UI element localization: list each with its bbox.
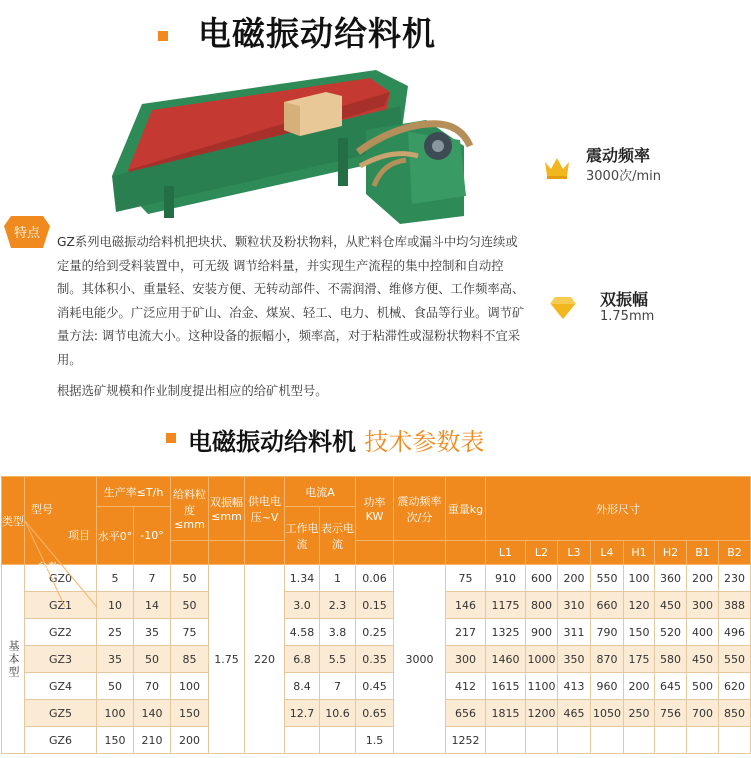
dimension-cell: 400 — [687, 619, 719, 646]
capacity-minus10-cell: 50 — [134, 646, 171, 673]
spec-title-accent-square — [166, 433, 176, 443]
grain-size-cell: 75 — [171, 619, 209, 646]
capacity-horizontal-cell: 5 — [97, 565, 134, 592]
dimension-cell: 1615 — [486, 673, 526, 700]
capacity-horizontal-cell: 35 — [97, 646, 134, 673]
model-cell: GZ5 — [25, 700, 97, 727]
header-indicated-current: 表示电流 — [320, 507, 356, 565]
header-dim-h1: H1 — [624, 541, 655, 565]
dimension-cell: 100 — [624, 565, 655, 592]
header-model: 型号 — [31, 502, 53, 516]
feature-title-frequency: 震动频率 — [586, 146, 651, 165]
weight-cell: 656 — [446, 700, 486, 727]
work-current-cell: 3.0 — [285, 592, 320, 619]
dimension-cell: 756 — [655, 700, 687, 727]
header-grain-size: 给料粒度≤mm — [171, 477, 209, 541]
capacity-minus10-cell: 210 — [134, 727, 171, 754]
header-power: 功率KW — [356, 477, 394, 541]
dimension-cell: 1200 — [526, 700, 558, 727]
product-description: GZ系列电磁振动给料机把块状、颗粒状及粉状物料，从贮料仓库或漏斗中均匀连续或定量的给到受料装置中，可无级 调节给料量，并实现生产流程的集中控制和自动控制。其体积小、重量轻、安装方便、无转动部件、不需润滑、维修方便、工作频率高、消耗电能少。广泛应用于矿山、冶金、煤炭、轻工、电力、机械、食品等行业。调节矿量方法: 调节电流大小。这种设备的振幅小，频率高，对于粘滞性或湿粉状物料不宜采用。 — [57, 235, 525, 367]
dimension-cell: 496 — [719, 619, 751, 646]
dimension-cell: 350 — [558, 646, 591, 673]
model-cell: GZ0 — [25, 565, 97, 592]
dimension-cell: 150 — [624, 619, 655, 646]
title-accent-square — [158, 31, 168, 41]
dimension-cell: 800 — [526, 592, 558, 619]
amplitude-cell: 1.75 — [209, 565, 245, 754]
dimension-cell: 850 — [719, 700, 751, 727]
model-cell: GZ6 — [25, 727, 97, 754]
dimension-cell: 200 — [624, 673, 655, 700]
header-dim-l3: L3 — [558, 541, 591, 565]
header-diagonal-cell — [25, 477, 97, 574]
dimension-cell: 550 — [719, 646, 751, 673]
dimension-cell — [655, 727, 687, 754]
capacity-minus10-cell: 70 — [134, 673, 171, 700]
model-cell: GZ4 — [25, 673, 97, 700]
header-category: 类型 — [2, 477, 25, 565]
header-power-cont — [356, 541, 394, 565]
header-amplitude: 双振幅≤mm — [209, 477, 245, 541]
power-cell: 0.15 — [356, 592, 394, 619]
dimension-cell: 870 — [591, 646, 624, 673]
work-current-cell — [285, 727, 320, 754]
spec-title — [188, 422, 484, 457]
capacity-horizontal-cell: 50 — [97, 673, 134, 700]
dimension-cell: 1815 — [486, 700, 526, 727]
header-dimensions: 外形尺寸 — [486, 477, 751, 541]
header-amplitude-cont — [209, 541, 245, 565]
header-dim-l1: L1 — [486, 541, 526, 565]
header-dim-l2: L2 — [526, 541, 558, 565]
dimension-cell: 175 — [624, 646, 655, 673]
power-cell: 1.5 — [356, 727, 394, 754]
dimension-cell — [591, 727, 624, 754]
table-row — [2, 646, 751, 673]
spec-title-highlight: 技术参数表 — [364, 428, 485, 456]
dimension-cell: 465 — [558, 700, 591, 727]
model-cell: GZ1 — [25, 592, 97, 619]
weight-cell: 412 — [446, 673, 486, 700]
header-item: 项目 — [68, 528, 90, 542]
weight-cell: 146 — [446, 592, 486, 619]
dimension-cell: 450 — [687, 646, 719, 673]
dimension-cell: 960 — [591, 673, 624, 700]
feature-value-frequency: 3000次/min — [586, 169, 661, 184]
dimension-cell: 600 — [526, 565, 558, 592]
dimension-cell: 660 — [591, 592, 624, 619]
dimension-cell: 500 — [687, 673, 719, 700]
capacity-minus10-cell: 14 — [134, 592, 171, 619]
weight-cell: 217 — [446, 619, 486, 646]
header-weight: 重量kg — [446, 477, 486, 541]
spec-title-main: 电磁振动给料机 — [188, 428, 356, 456]
indicated-current-cell: 3.8 — [320, 619, 356, 646]
table-row — [2, 700, 751, 727]
header-horizontal: 水平0° — [97, 507, 134, 565]
dimension-cell: 1325 — [486, 619, 526, 646]
indicated-current-cell: 2.3 — [320, 592, 356, 619]
work-current-cell: 6.8 — [285, 646, 320, 673]
dimension-cell: 1050 — [591, 700, 624, 727]
indicated-current-cell: 5.5 — [320, 646, 356, 673]
work-current-cell: 8.4 — [285, 673, 320, 700]
dimension-cell — [486, 727, 526, 754]
category-cell: 基本型 — [2, 565, 25, 754]
grain-size-cell: 85 — [171, 646, 209, 673]
header-grain-size-cont — [171, 541, 209, 565]
dimension-cell: 310 — [558, 592, 591, 619]
weight-cell: 75 — [446, 565, 486, 592]
grain-size-cell: 200 — [171, 727, 209, 754]
work-current-cell: 12.7 — [285, 700, 320, 727]
table-row — [2, 619, 751, 646]
feeder-machine-image — [108, 66, 500, 228]
page-title: 电磁振动给料机 — [198, 14, 436, 53]
table-row — [2, 673, 751, 700]
dimension-cell: 1100 — [526, 673, 558, 700]
model-cell: GZ3 — [25, 646, 97, 673]
table-row — [2, 592, 751, 619]
header-frequency-cont — [394, 541, 446, 565]
dimension-cell: 1175 — [486, 592, 526, 619]
dimension-cell: 200 — [687, 565, 719, 592]
power-cell: 0.65 — [356, 700, 394, 727]
table-row — [2, 727, 751, 754]
capacity-minus10-cell: 35 — [134, 619, 171, 646]
weight-cell: 1252 — [446, 727, 486, 754]
dimension-cell — [687, 727, 719, 754]
dimension-cell: 250 — [624, 700, 655, 727]
power-cell: 0.06 — [356, 565, 394, 592]
weight-cell: 300 — [446, 646, 486, 673]
dimension-cell: 910 — [486, 565, 526, 592]
frequency-cell: 3000 — [394, 565, 446, 754]
dimension-cell: 790 — [591, 619, 624, 646]
header-capacity: 生产率≤T/h — [97, 477, 171, 507]
power-cell: 0.25 — [356, 619, 394, 646]
dimension-cell: 580 — [655, 646, 687, 673]
feature-value-amplitude: 1.75mm — [600, 309, 655, 324]
dimension-cell: 311 — [558, 619, 591, 646]
indicated-current-cell: 1 — [320, 565, 356, 592]
dimension-cell: 413 — [558, 673, 591, 700]
dimension-cell: 700 — [687, 700, 719, 727]
header-current: 电流A — [285, 477, 356, 507]
dimension-cell: 360 — [655, 565, 687, 592]
header-dim-b2: B2 — [719, 541, 751, 565]
header-frequency: 震动频率次/分 — [394, 477, 446, 541]
capacity-minus10-cell: 140 — [134, 700, 171, 727]
header-dim-b1: B1 — [687, 541, 719, 565]
dimension-cell: 550 — [591, 565, 624, 592]
header-voltage: 供电电压~V — [245, 477, 285, 541]
dimension-cell: 120 — [624, 592, 655, 619]
grain-size-cell: 100 — [171, 673, 209, 700]
capacity-horizontal-cell: 25 — [97, 619, 134, 646]
grain-size-cell: 50 — [171, 592, 209, 619]
dimension-cell — [719, 727, 751, 754]
header-minus10: -10° — [134, 507, 171, 565]
power-cell: 0.45 — [356, 673, 394, 700]
header-dim-h2: H2 — [655, 541, 687, 565]
header-voltage-cont — [245, 541, 285, 565]
header-dim-l4: L4 — [591, 541, 624, 565]
dimension-cell: 300 — [687, 592, 719, 619]
header-work-current: 工作电流 — [285, 507, 320, 565]
dimension-cell: 645 — [655, 673, 687, 700]
dimension-cell: 1000 — [526, 646, 558, 673]
diamond-icon — [548, 294, 578, 322]
capacity-minus10-cell: 7 — [134, 565, 171, 592]
dimension-cell: 230 — [719, 565, 751, 592]
capacity-horizontal-cell: 100 — [97, 700, 134, 727]
crown-icon — [543, 156, 571, 180]
header-param: 参数 — [37, 560, 59, 574]
dimension-cell: 620 — [719, 673, 751, 700]
capacity-horizontal-cell: 150 — [97, 727, 134, 754]
dimension-cell — [526, 727, 558, 754]
feature-badge-label: 特点 — [13, 226, 40, 241]
dimension-cell: 200 — [558, 565, 591, 592]
dimension-cell — [624, 727, 655, 754]
dimension-cell — [558, 727, 591, 754]
grain-size-cell: 150 — [171, 700, 209, 727]
dimension-cell: 520 — [655, 619, 687, 646]
indicated-current-cell: 10.6 — [320, 700, 356, 727]
work-current-cell: 1.34 — [285, 565, 320, 592]
dimension-cell: 450 — [655, 592, 687, 619]
work-current-cell: 4.58 — [285, 619, 320, 646]
voltage-cell: 220 — [245, 565, 285, 754]
header-weight-cont — [446, 541, 486, 565]
table-row — [2, 565, 751, 592]
feature-title-amplitude: 双振幅 — [600, 290, 649, 309]
capacity-horizontal-cell: 10 — [97, 592, 134, 619]
selection-note: 根据选矿规模和作业制度提出相应的给矿机型号。 — [57, 384, 328, 398]
model-cell: GZ2 — [25, 619, 97, 646]
dimension-cell: 388 — [719, 592, 751, 619]
dimension-cell: 1460 — [486, 646, 526, 673]
power-cell: 0.35 — [356, 646, 394, 673]
dimension-cell: 900 — [526, 619, 558, 646]
spec-table — [1, 476, 751, 754]
indicated-current-cell — [320, 727, 356, 754]
indicated-current-cell: 7 — [320, 673, 356, 700]
grain-size-cell: 50 — [171, 565, 209, 592]
